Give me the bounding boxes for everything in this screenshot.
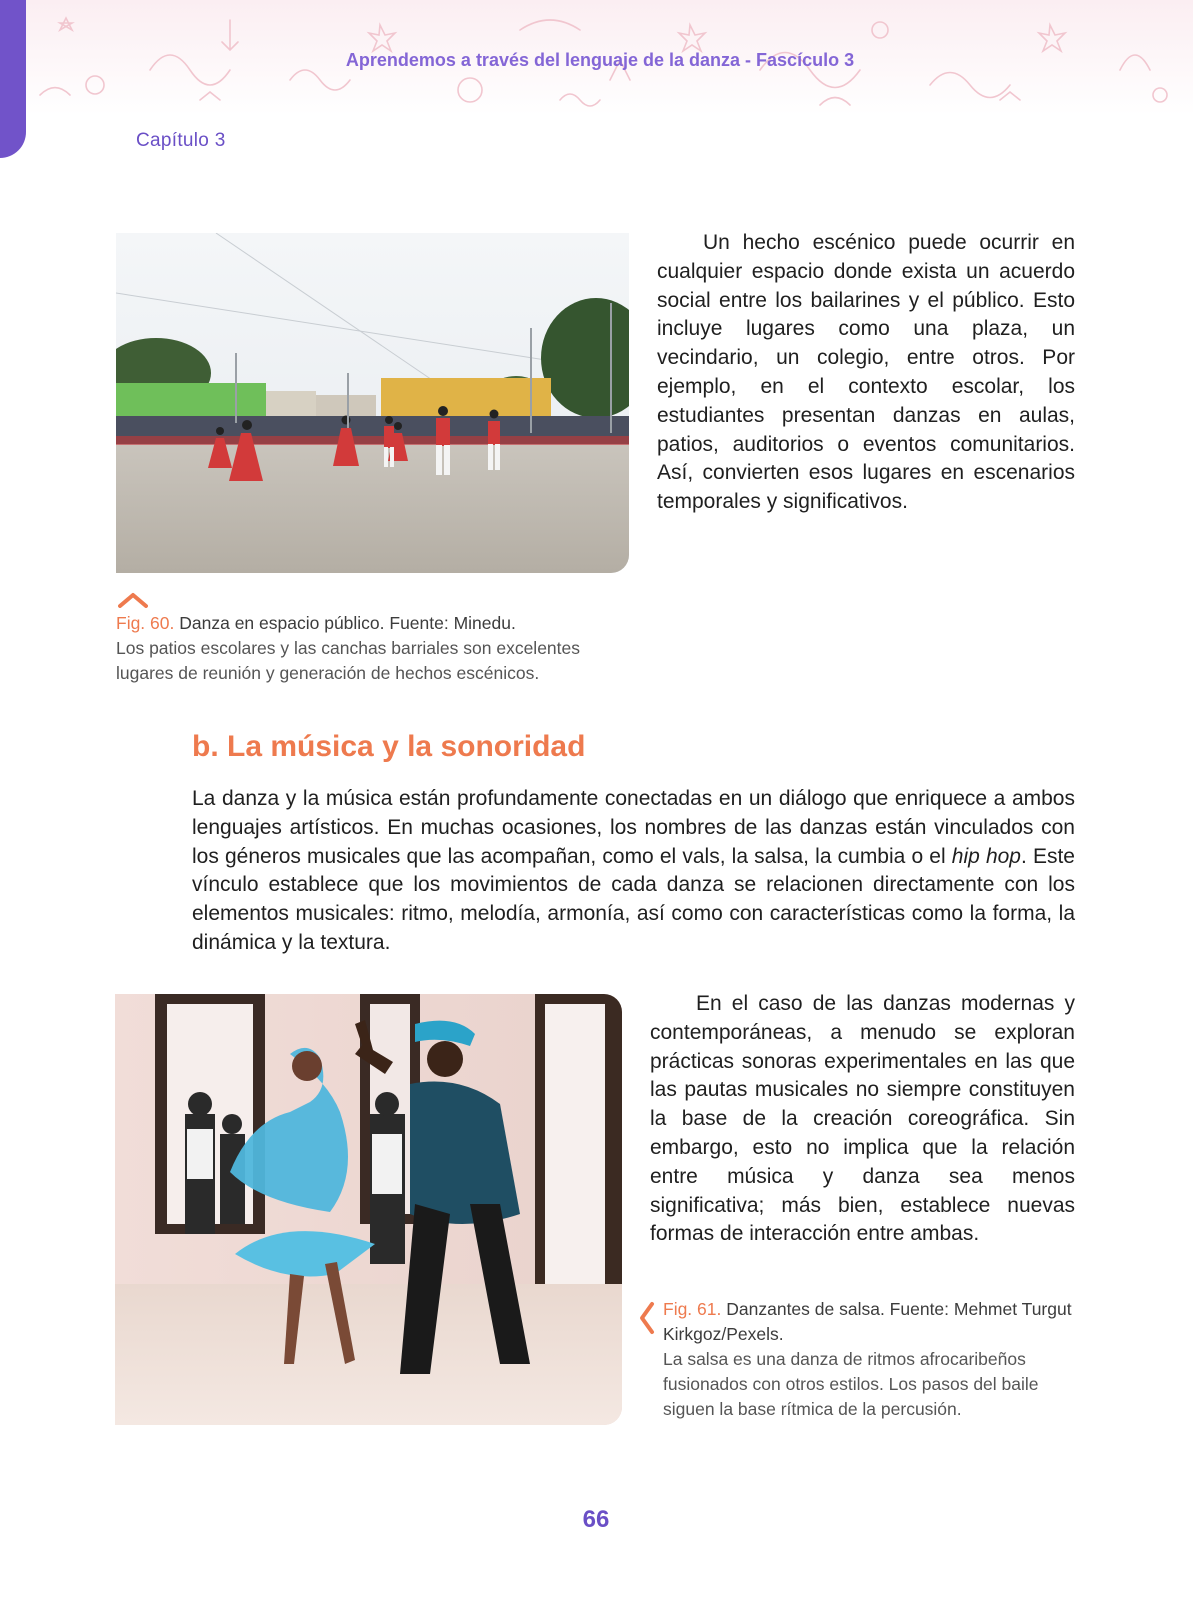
paragraph-modern-dance: En el caso de las danzas modernas y contemporáneas, a menudo se exploran prácticas sonoras experimentales en las que las pautas musicales no siempre constituyen la base de la creación coreográfica. Sin embargo, esto no implica que la relación entre música y danza sea menos significativa; más bien, establece nuevas formas de interacción entre ambas. (650, 992, 1075, 1246)
p2-text-end: . Este vínculo establece que los movimientos de cada danza se relacionen directamente con los elementos musicales: ritmo, melodía, armonía, así como con características como la forma, la dinámica y la textura. (192, 844, 1075, 954)
chevron-up-icon (118, 592, 148, 608)
section-heading-music: b. La música y la sonoridad (192, 730, 586, 763)
chevron-left-icon (639, 1301, 655, 1335)
fig61-title: Danzantes de salsa. Fuente: Mehmet Turgut Kirkgoz/Pexels. (663, 1299, 1072, 1344)
fig60-title: Danza en espacio público. Fuente: Minedu. (179, 613, 516, 633)
running-title: Aprendemos a través del lenguaje de la danza - Fascículo 3 (345, 50, 855, 70)
fig61-photo (115, 994, 622, 1425)
fig60-description: Los patios escolares y las canchas barriales son excelentes lugares de reunión y generación de hechos escénicos. (116, 638, 580, 683)
fig60-caption (116, 611, 636, 686)
chapter-label: Capítulo 3 (136, 130, 226, 151)
paragraph-music-dance (192, 785, 1075, 958)
fig61-label: Fig. 61. (663, 1299, 722, 1319)
fig60-label: Fig. 60. (116, 613, 175, 633)
paragraph-escenic-space: Un hecho escénico puede ocurrir en cualquier espacio donde exista un acuerdo social entre los bailarines y el público. Esto incluye lugares como una plaza, un vecindario, un colegio, entre otros. Por ejemplo, en el contexto escolar, los estudiantes presentan danzas en aulas, patios, auditorios o eventos comunitarios. Así, convierten esos lugares en escenarios temporales y significativos. (657, 231, 1075, 514)
page-number: 66 (582, 1506, 610, 1533)
fig61-description: La salsa es una danza de ritmos afrocaribeños fusionados con otros estilos. Los pasos del baile siguen la base rítmica de la percusión. (663, 1349, 1039, 1419)
chapter-tab (0, 0, 26, 158)
p2-text-start: La danza y la música están profundamente conectadas en un diálogo que enriquece a ambos lenguajes artísticos. En muchas ocasiones, los nombres de las danzas están vinculados con los géneros musicales que las acompañan, como el vals, la salsa, la cumbia o el (192, 787, 1075, 868)
fig61-caption (663, 1297, 1083, 1422)
fig60-photo (116, 233, 629, 573)
p2-emphasis: hip hop (951, 844, 1021, 868)
